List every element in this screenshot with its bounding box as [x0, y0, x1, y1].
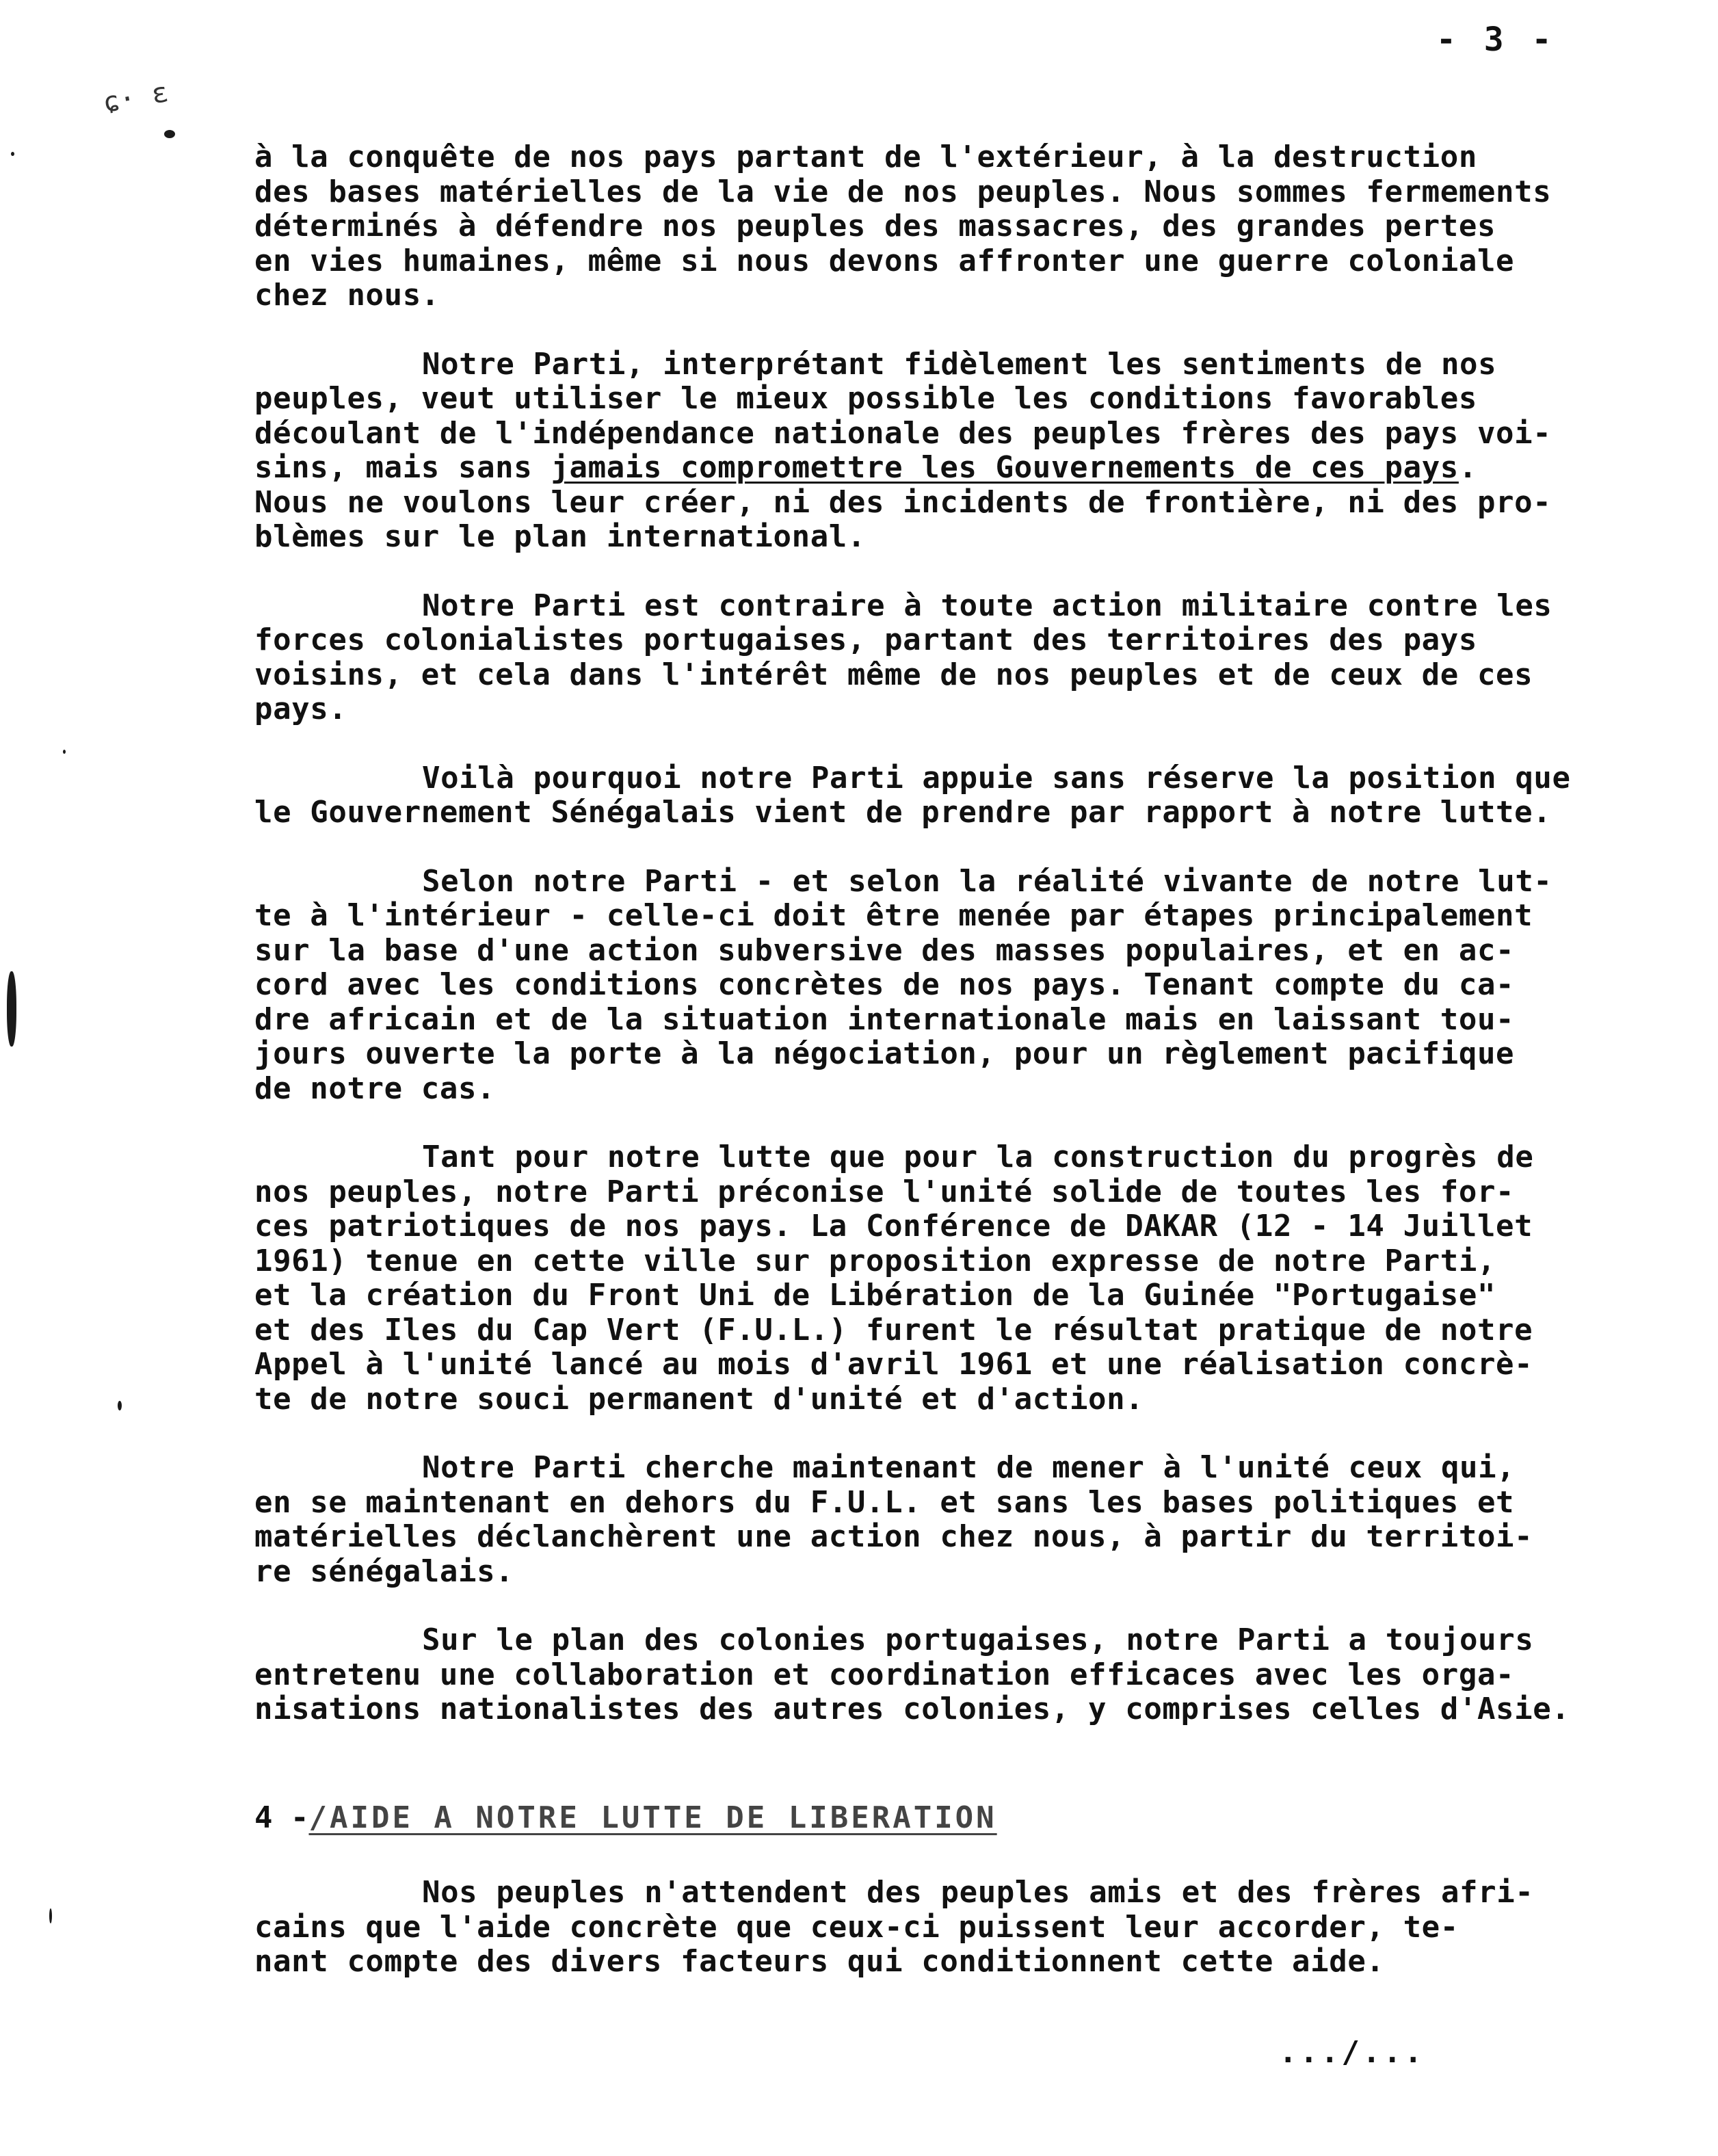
- body-text: [254, 140, 1691, 1761]
- text-line: forces colonialistes portugaises, partant des territoires des pays: [254, 622, 1477, 657]
- text-line: ces patriotiques de nos pays. La Conférence de DAKAR (12 - 14 Juillet: [254, 1209, 1533, 1244]
- text-line: voisins, et cela dans l'intérêt même de nos peuples et de ceux de ces: [254, 657, 1533, 692]
- text-line: de notre cas.: [254, 1070, 496, 1106]
- text-line: Nous ne voulons leur créer, ni des incidents de frontière, ni des pro-: [254, 484, 1552, 520]
- section-heading: [254, 1800, 997, 1835]
- text-line: te à l'intérieur - celle-ci doit être menée par étapes principalement: [254, 898, 1533, 933]
- paragraph-8: [254, 1623, 1691, 1727]
- text-line: des bases matérielles de la vie de nos peuples. Nous sommes fermements: [254, 174, 1552, 209]
- text-line: Selon notre Parti - et selon la réalité vivante de notre lut-: [422, 863, 1552, 899]
- paragraph-5: [254, 865, 1691, 1107]
- text-line: 1961) tenue en cette ville sur proposition expresse de notre Parti,: [254, 1243, 1496, 1278]
- text-line: déterminés à défendre nos peuples des massacres, des grandes pertes: [254, 209, 1496, 244]
- text-line: Nos peuples n'attendent des peuples amis et des frères afri-: [422, 1875, 1534, 1910]
- paragraph-4: [254, 761, 1691, 830]
- text-line: Voilà pourquoi notre Parti appuie sans réserve la position que: [422, 760, 1571, 796]
- text-line: entretenu une collaboration et coordination efficaces avec les orga-: [254, 1657, 1515, 1692]
- text-segment: .: [1458, 450, 1477, 485]
- text-line: jours ouverte la porte à la négociation, pour un règlement pacifique: [254, 1036, 1515, 1071]
- text-line: re sénégalais.: [254, 1553, 514, 1589]
- text-line: blèmes sur le plan international.: [254, 519, 866, 554]
- text-line: en vies humaines, même si nous devons affronter une guerre coloniale: [254, 243, 1515, 278]
- ink-speck: [164, 130, 175, 138]
- text-line: chez nous.: [254, 278, 440, 313]
- paragraph-3: [254, 589, 1691, 727]
- continuation-mark: .../...: [1279, 2035, 1425, 2070]
- ink-speck: [11, 152, 14, 156]
- margin-scribble: ɕ· ε: [100, 76, 171, 120]
- text-line: découlant de l'indépendance nationale des peuples frères des pays voi-: [254, 415, 1552, 451]
- paragraph-1: [254, 140, 1691, 313]
- text-line: le Gouvernement Sénégalais vient de prendre par rapport à notre lutte.: [254, 795, 1552, 830]
- text-line: sur la base d'une action subversive des masses populaires, et en ac-: [254, 932, 1515, 968]
- text-line: matérielles déclanchèrent une action chez nous, à partir du territoi-: [254, 1519, 1533, 1554]
- ink-speck: [63, 750, 66, 754]
- ink-speck: [49, 1908, 52, 1923]
- ink-speck: [118, 1401, 122, 1410]
- underlined-phrase: jamais compromettre les Gouvernements de ces pays: [551, 450, 1459, 485]
- text-line: et des Iles du Cap Vert (F.U.L.) furent le résultat pratique de notre: [254, 1312, 1533, 1348]
- paragraph-6: [254, 1140, 1691, 1417]
- text-line: dre africain et de la situation internationale mais en laissant tou-: [254, 1001, 1515, 1037]
- text-line: Sur le plan des colonies portugaises, notre Parti a toujours: [422, 1622, 1534, 1657]
- section-title: /AIDE A NOTRE LUTTE DE LIBERATION: [308, 1800, 997, 1835]
- section-number: 4 -: [254, 1800, 309, 1835]
- paragraph-aid: [254, 1876, 1691, 1980]
- text-line: cains que l'aide concrète que ceux-ci puissent leur accorder, te-: [254, 1909, 1459, 1945]
- text-line: en se maintenant en dehors du F.U.L. et sans les bases politiques et: [254, 1484, 1515, 1520]
- text-line: Notre Parti, interprétant fidèlement les sentiments de nos: [422, 346, 1497, 382]
- text-line: à la conquête de nos pays partant de l'extérieur, à la destruction: [254, 140, 1477, 174]
- text-line-with-underline: [254, 451, 1691, 486]
- text-line: nos peuples, notre Parti préconise l'unité solide de toutes les for-: [254, 1174, 1515, 1209]
- text-line: nisations nationalistes des autres colonies, y comprises celles d'Asie.: [254, 1692, 1570, 1726]
- text-line: Tant pour notre lutte que pour la construction du progrès de: [422, 1140, 1534, 1174]
- ink-speck: [7, 971, 16, 1047]
- text-line: nant compte des divers facteurs qui conditionnent cette aide.: [254, 1944, 1385, 1979]
- text-line: te de notre souci permanent d'unité et d'action.: [254, 1381, 1144, 1417]
- text-line: peuples, veut utiliser le mieux possible les conditions favorables: [254, 381, 1477, 416]
- page-number: - 3 -: [1436, 21, 1556, 59]
- text-line: Notre Parti est contraire à toute action militaire contre les: [422, 588, 1552, 623]
- text-line: cord avec les conditions concrètes de nos pays. Tenant compte du ca-: [254, 967, 1515, 1002]
- text-segment: sins, mais sans: [254, 450, 551, 485]
- text-line: Appel à l'unité lancé au mois d'avril 1961 et une réalisation concrè-: [254, 1347, 1533, 1382]
- paragraph-7: [254, 1451, 1691, 1589]
- paragraph-2: [254, 347, 1691, 555]
- text-line: pays.: [254, 692, 347, 726]
- text-line: et la création du Front Uni de Libération de la Guinée "Portugaise": [254, 1278, 1496, 1313]
- text-line: Notre Parti cherche maintenant de mener à l'unité ceux qui,: [422, 1450, 1516, 1485]
